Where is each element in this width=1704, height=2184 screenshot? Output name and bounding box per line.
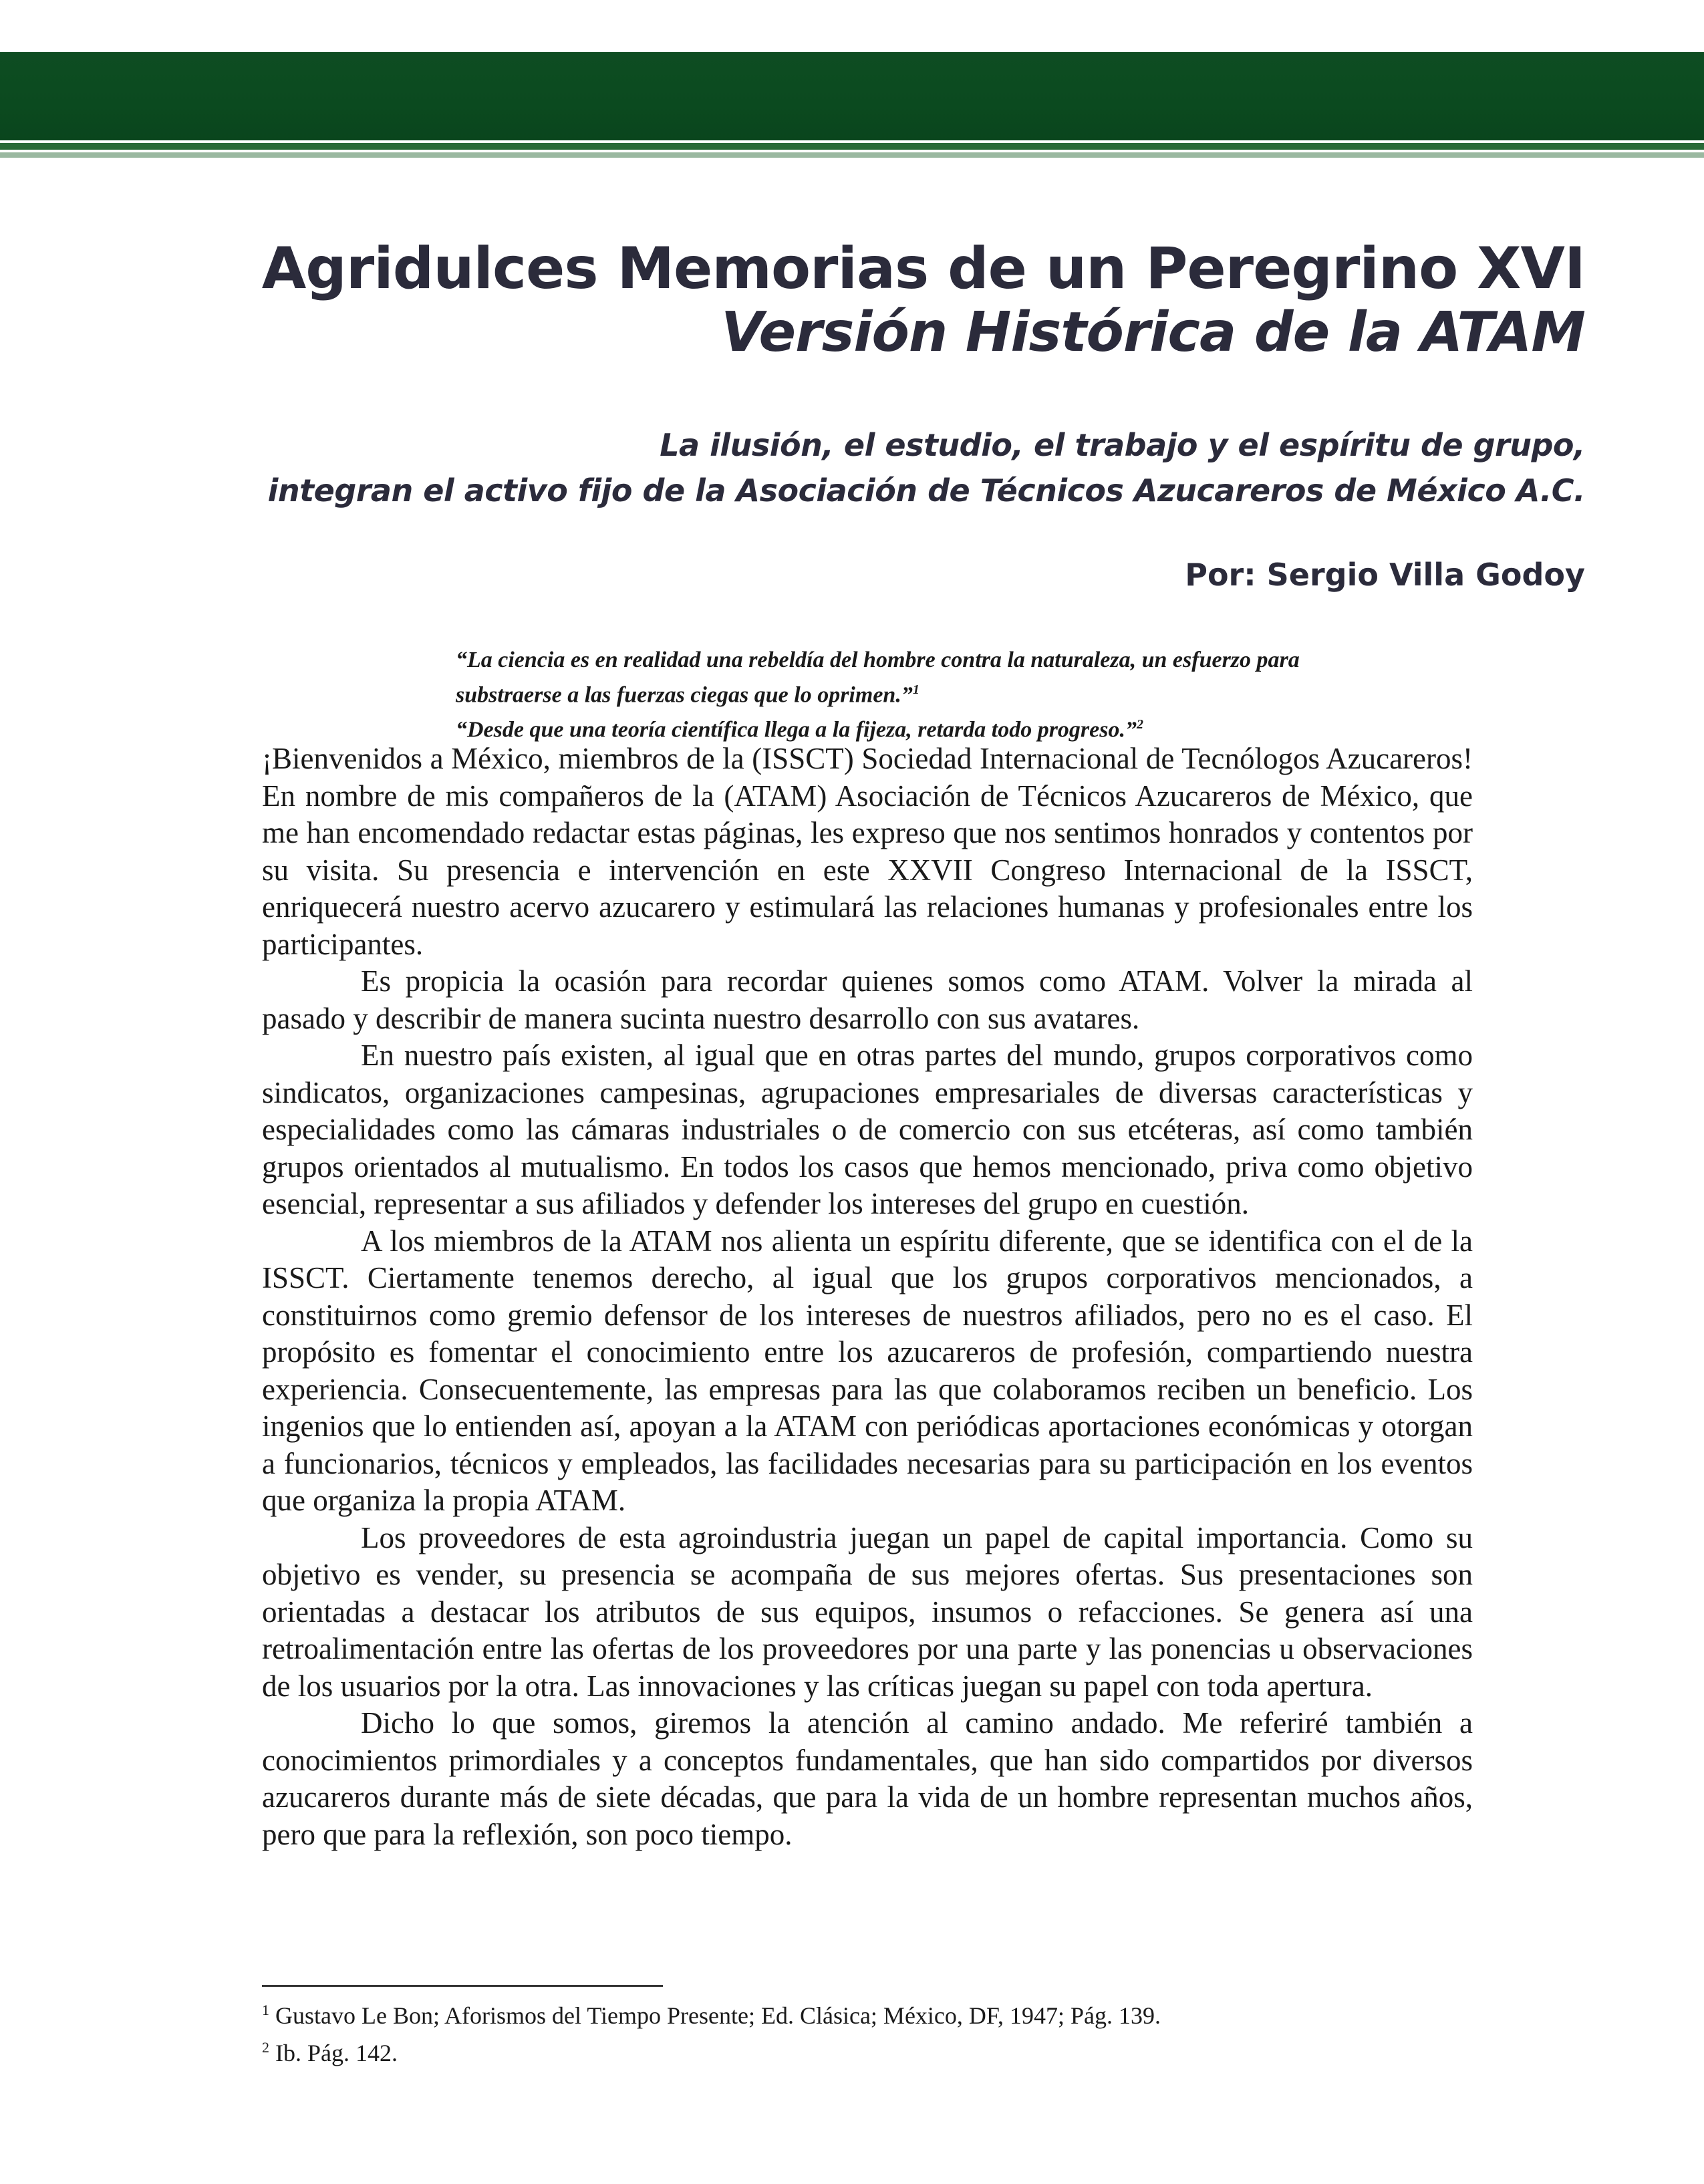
- footnote-1-num: 1: [262, 2002, 269, 2018]
- header-band-underline: [0, 152, 1704, 158]
- footnote-1-text: Gustavo Le Bon; Aforismos del Tiempo Presente; Ed. Clásica; México, DF, 1947; Pág. 139.: [275, 2002, 1161, 2029]
- footnote-2-num: 2: [262, 2039, 269, 2056]
- footnotes: [262, 1994, 1473, 2069]
- motto-line-2: integran el activo fijo de la Asociación de Técnicos Azucareros de México A.C.: [267, 472, 1585, 509]
- header-band: [0, 52, 1704, 140]
- body-paragraph-6: Dicho lo que somos, giremos la atención al camino andado. Me referiré también a conocimientos primordiales y a conceptos fundamentales, que han sido compartidos por diversos azucareros durante más de siete décadas, que para la vida de un hombre representan muchos años, pero que para la reflexión, son poco tiempo.: [262, 1706, 1473, 1851]
- epigraph: [456, 646, 1378, 745]
- footnote-ref-2: 2: [1137, 717, 1143, 732]
- article-subtitle: Versión Histórica de la ATAM: [721, 301, 1585, 364]
- body-paragraph-3: En nuestro país existen, al igual que en otras partes del mundo, grupos corporativos como sindicatos, organizaciones campesinas, agrupaciones empresariales de diversas características y especialidades como las cámaras industriales o de comercio con sus etcéteras, así como también grupos orientados al mutualismo. En todos los casos que hemos mencionado, priva como objetivo esencial, representar a sus afiliados y defender los intereses del grupo en cuestión.: [262, 1039, 1473, 1220]
- quote-1-text: “La ciencia es en realidad una rebeldía del hombre contra la naturaleza, un esfuerzo para substraerse a las fuerzas ciegas que lo oprimen.”: [456, 648, 1300, 708]
- header-band-rule: [0, 143, 1704, 150]
- article-title: Agridulces Memorias de un Peregrino XVI: [261, 235, 1585, 302]
- body-paragraph-5: Los proveedores de esta agroindustria juegan un papel de capital importancia. Como su objetivo es vender, su presencia se acompaña de sus mejores ofertas. Sus presentaciones son orientadas a destacar los atributos de sus equipos, insumos o refacciones. Se genera así una retroalimentación entre las ofertas de los proveedores por una parte y las ponencias u observaciones de los usuarios por la otra. Las innovaciones y las críticas juegan su papel con toda apertura.: [262, 1520, 1473, 1703]
- article-body: [262, 740, 1473, 1853]
- epigraph-quote-1: [456, 646, 1378, 710]
- footnote-divider: [262, 1985, 663, 1987]
- body-paragraph-4: A los miembros de la ATAM nos alienta un espíritu diferente, que se identifica con el de la ISSCT. Ciertamente tenemos derecho, al igual que los grupos corporativos mencionados, a constituirnos como gremio defensor de los intereses de nuestros afiliados, pero no es el caso. El propósito es fomentar el conocimiento entre los azucareros de profesión, compartiendo nuestra experiencia. Consecuentemente, las empresas para las que colaboramos reciben un beneficio. Los ingenios que lo entienden así, apoyan a la ATAM con periódicas aportaciones económicas y otorgan a funcionarios, técnicos y empleados, las facilidades necesarias para su participación en los eventos que organiza la propia ATAM.: [262, 1224, 1473, 1517]
- footnote-2: [262, 2032, 1473, 2069]
- footnote-ref-1: 1: [912, 682, 919, 697]
- author-byline: Por: Sergio Villa Godoy: [1185, 557, 1585, 593]
- quote-2-text: “Desde que una teoría científica llega a la fijeza, retarda todo progreso.”: [456, 717, 1137, 742]
- body-paragraph-1: ¡Bienvenidos a México, miembros de la (ISSCT) Sociedad Internacional de Tecnólogos Azucareros! En nombre de mis compañeros de la (ATAM) Asociación de Técnicos Azucareros de México, que me han encomendado redactar estas páginas, les expreso que nos sentimos honrados y contentos por su visita. Su presencia e intervención en este XXVII Congreso Internacional de la ISSCT, enriquecerá nuestro acervo azucarero y estimulará las relaciones humanas y profesionales entre los participantes.: [262, 742, 1473, 961]
- article-motto: [268, 422, 1585, 513]
- motto-line-1: La ilusión, el estudio, el trabajo y el espíritu de grupo,: [660, 427, 1585, 463]
- epigraph-quote-2: [456, 710, 1378, 744]
- footnote-2-text: Ib. Pág. 142.: [275, 2040, 398, 2066]
- footnote-1: [262, 1994, 1473, 2032]
- body-paragraph-2: Es propicia la ocasión para recordar quienes somos como ATAM. Volver la mirada al pasado y describir de manera sucinta nuestro desarrollo con sus avatares.: [262, 964, 1473, 1035]
